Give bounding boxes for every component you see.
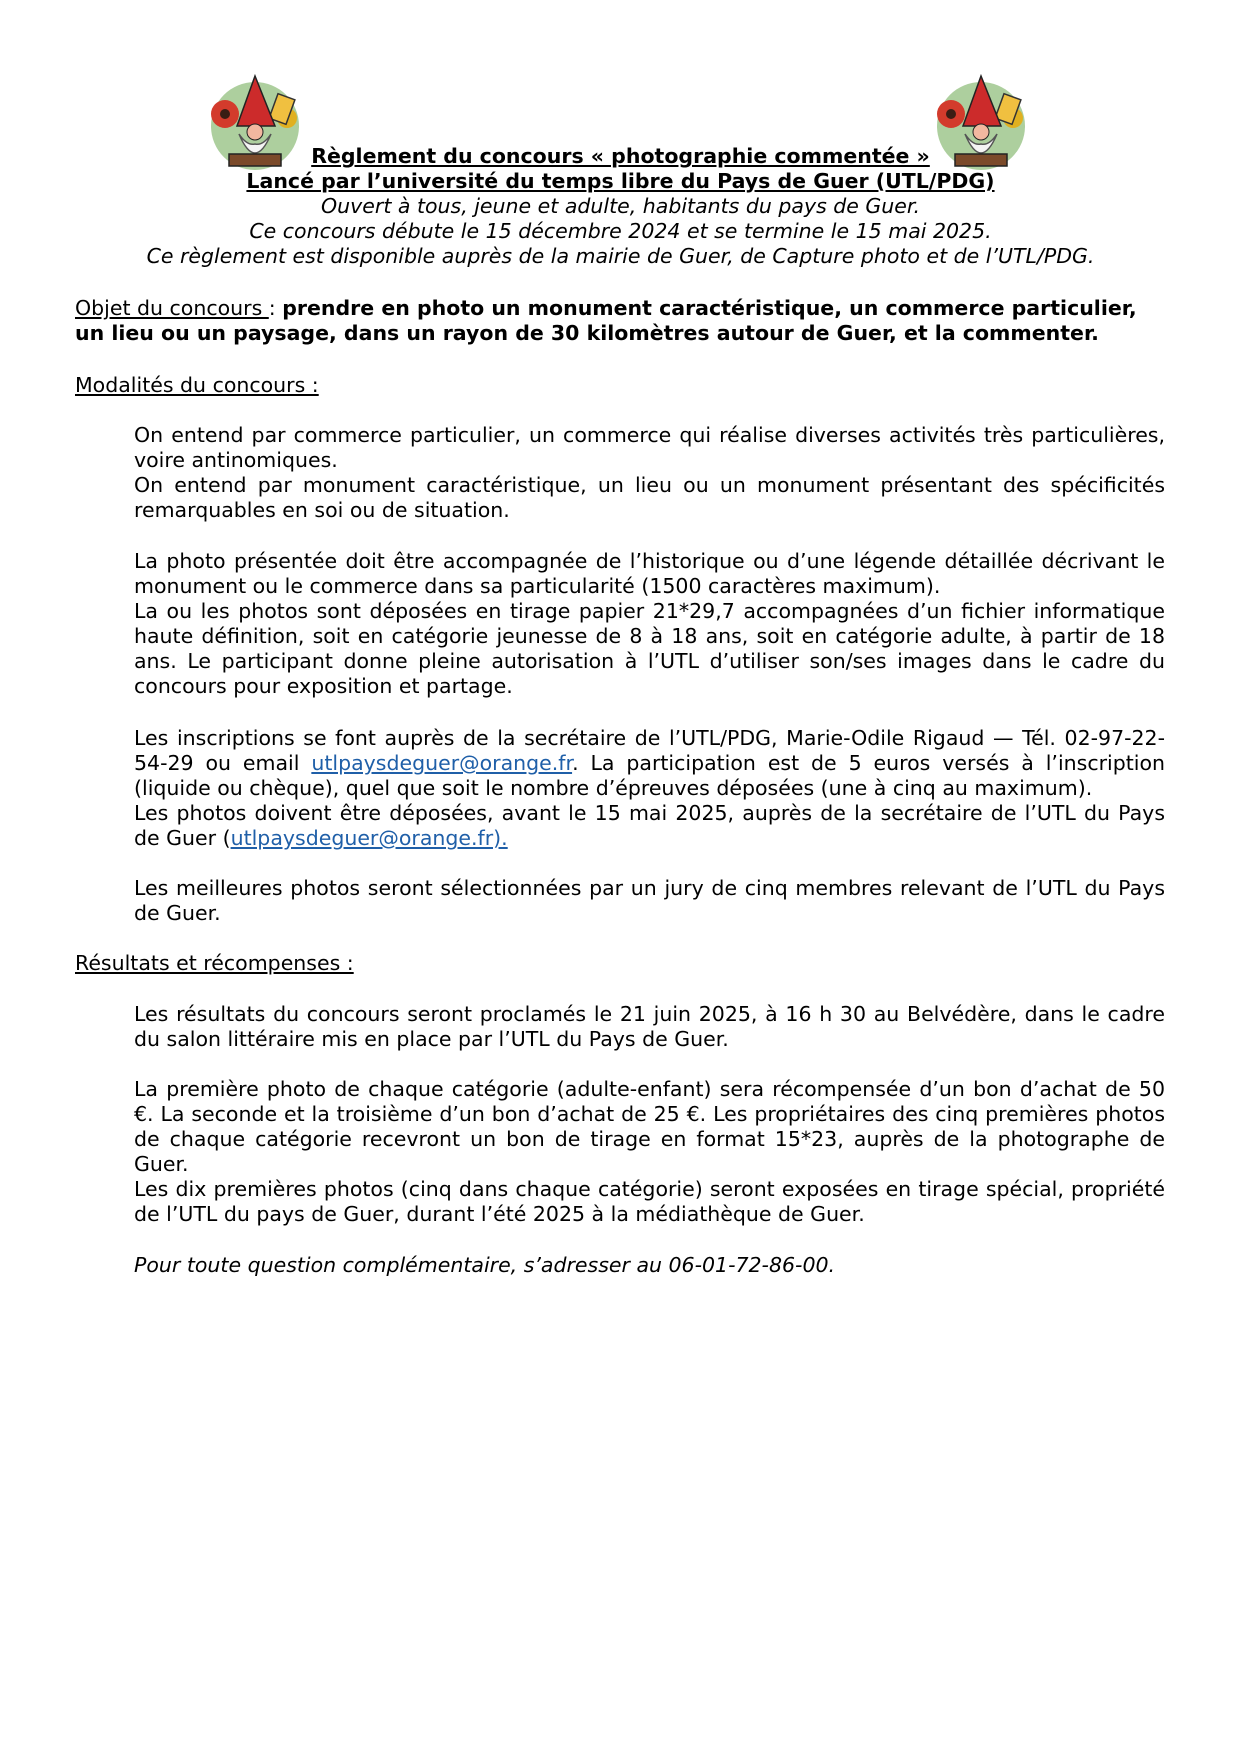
resultats-prizes — [134, 1077, 1165, 1227]
text-segment: . La participation est de 5 euros versés à l’inscription (liquide ou chèque), quel que soit le nombre d’épreuves déposées (une à cinq au maximum). — [134, 751, 1165, 800]
paragraph: On entend par monument caractéristique, un lieu ou un monument présentant des spécificités remarquables en soi ou de situation. — [134, 473, 1165, 522]
paragraph: Les meilleures photos seront sélectionnées par un jury de cinq membres relevant de l’UTL du Pays de Guer. — [134, 876, 1165, 925]
paragraph: On entend par commerce particulier, un commerce qui réalise diverses activités très particulières, voire antinomiques. — [134, 423, 1165, 472]
modalites-definitions — [134, 423, 1165, 523]
title-line-1: Règlement du concours « photographie commentée » — [311, 144, 930, 168]
subtitle-open-to-all: Ouvert à tous, jeune et adulte, habitants du pays de Guer. — [321, 194, 920, 218]
document-header — [60, 144, 1181, 269]
title-line-2: Lancé par l’université du temps libre du Pays de Guer (UTL/PDG) — [246, 169, 995, 193]
objet-section — [75, 296, 1165, 346]
objet-colon: : — [268, 296, 283, 320]
text-segment: Les inscriptions se font auprès de la secrétaire de l’UTL/PDG, Marie-Odile Rigaud — Tél. 02-97-22-54-29 ou email — [134, 726, 1165, 775]
paragraph: La photo présentée doit être accompagnée de l’historique ou d’une légende détaillée décrivant le monument ou le commerce dans sa particularité (1500 caractères maximum). — [134, 549, 1165, 598]
paragraph — [134, 726, 1165, 801]
modalites-jury — [134, 876, 1165, 926]
email-link[interactable]: utlpaysdeguer@orange.fr — [311, 751, 573, 775]
paragraph: La ou les photos sont déposées en tirage papier 21*29,7 accompagnées d’un fichier informatique haute définition, soit en catégorie jeunesse de 8 à 18 ans, soit en catégorie adulte, à partir de 18 ans. Le participant donne pleine autorisation à l’UTL d’utiliser son/ses images dans le cadre du concours pour exposition et partage. — [134, 599, 1165, 698]
modalites-registration — [134, 726, 1165, 851]
modalites-label: Modalités du concours : — [75, 373, 319, 397]
email-link[interactable]: utlpaysdeguer@orange.fr). — [230, 826, 508, 850]
text-segment: Les photos doivent être déposées, avant le 15 mai 2025, auprès de la secrétaire de l’UTL du Pays de Guer ( — [134, 801, 1165, 850]
paragraph: Les résultats du concours seront proclamés le 21 juin 2025, à 16 h 30 au Belvédère, dans le cadre du salon littéraire mis en place par l’UTL du Pays de Guer. — [134, 1002, 1165, 1051]
objet-label: Objet du concours — [75, 296, 269, 320]
objet-text: prendre en photo un monument caractéristique, un commerce particulier, un lieu ou un paysage, dans un rayon de 30 kilomètres autour de Guer, et la commenter. — [75, 296, 1137, 345]
modalites-heading — [75, 373, 1165, 398]
modalites-photo-rules — [134, 549, 1165, 699]
resultats-label: Résultats et récompenses : — [75, 951, 354, 975]
resultats-contact — [134, 1253, 1165, 1278]
resultats-heading — [75, 951, 1165, 976]
paragraph — [134, 801, 1165, 851]
paragraph: La première photo de chaque catégorie (adulte-enfant) sera récompensée d’un bon d’achat de 50 €. La seconde et la troisième d’un bon d’achat de 25 €. Les propriétaires des cinq premières photos de chaque catégorie recevront un bon de tirage en format 15*23, auprès de la photographe de Guer. — [134, 1077, 1165, 1176]
subtitle-availability: Ce règlement est disponible auprès de la mairie de Guer, de Capture photo et de l’UTL/PDG. — [146, 244, 1095, 268]
contact-line: Pour toute question complémentaire, s’adresser au 06-01-72-86-00. — [134, 1253, 836, 1277]
paragraph: Les dix premières photos (cinq dans chaque catégorie) seront exposées en tirage spécial, propriété de l’UTL du pays de Guer, durant l’été 2025 à la médiathèque de Guer. — [134, 1177, 1165, 1226]
subtitle-dates: Ce concours débute le 15 décembre 2024 et se termine le 15 mai 2025. — [249, 219, 992, 243]
resultats-proclamation — [134, 1002, 1165, 1052]
